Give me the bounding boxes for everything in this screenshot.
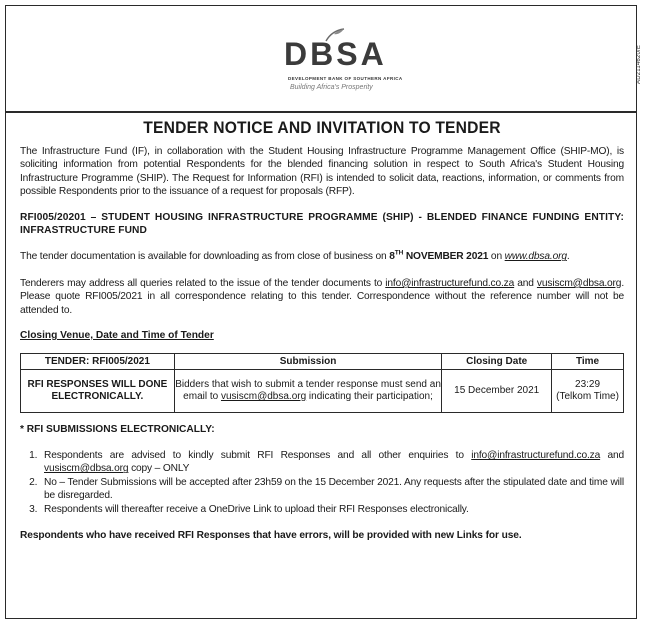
logo-wordmark: DBSA xyxy=(284,36,387,72)
dbsa-website-link[interactable]: www.dbsa.org xyxy=(504,251,567,263)
availability-text: The tender documentation is available for downloading as from close of business on xyxy=(20,251,390,263)
queries-paragraph: Tenderers may address all queries related to the issue of the tender documents to info@infrastructurefund.co.za and vusiscm@dbsa.org. Please quote RFI005/2021 in all correspondence relating to this tender. Correspondence without the reference number will not be attended to. xyxy=(20,277,624,316)
table-row xyxy=(21,370,624,413)
header-tender: TENDER: RFI005/2021 xyxy=(21,354,175,370)
list-email-link-1[interactable]: info@infrastructurefund.co.za xyxy=(471,450,601,462)
header-time: Time xyxy=(552,354,624,370)
header-submission: Submission xyxy=(174,354,441,370)
ad-reference-code: AD2114620/E xyxy=(636,44,642,84)
electronic-submissions-heading: * RFI SUBMISSIONS ELECTRONICALLY: xyxy=(20,424,215,436)
page-title: TENDER NOTICE AND INVITATION TO TENDER xyxy=(143,118,501,137)
submission-email-link[interactable]: vusiscm@dbsa.org xyxy=(220,391,307,403)
notice-content xyxy=(20,118,624,541)
closing-note: Respondents who have received RFI Responses that have errors, will be provided with new Links for use. xyxy=(20,530,522,542)
cell-closing-date: 15 December 2021 xyxy=(442,370,552,413)
tender-reference: RFI005/20201 – STUDENT HOUSING INFRASTRUCTURE PROGRAMME (SHIP) - BLENDED FINANCE FUNDING ENTITY: INFRASTRUCTURE FUND xyxy=(20,211,624,237)
dbsa-logo xyxy=(278,28,408,100)
intro-paragraph: The Infrastructure Fund (IF), in collaboration with the Student Housing Infrastructure Programme Management Office (SHIP-MO), is soliciting information from potential Respondents for the blended financing solution in respect to South Africa's Student Housing Infrastructure Programme (SHIP). The Request for Information (RFI) is intended to solicit data, reactions, information, or comments from possible Respondents prior to the issuance of a request for proposals (RFP). xyxy=(20,146,624,198)
tender-table xyxy=(20,353,624,413)
cell-tender: RFI RESPONSES WILL DONE ELECTRONICALLY. xyxy=(21,370,175,413)
header-divider xyxy=(6,111,636,113)
infrastructure-fund-email-link[interactable]: info@infrastructurefund.co.za xyxy=(385,277,515,289)
cell-time: 23:29 (Telkom Time) xyxy=(552,370,624,413)
cell-submission: Bidders that wish to submit a tender response must send an email to vusiscm@dbsa.org indicating their participation; xyxy=(174,370,441,413)
availability-date: 8TH NOVEMBER 2021 xyxy=(389,250,489,263)
logo-subline: DEVELOPMENT BANK OF SOUTHERN AFRICA xyxy=(288,76,403,81)
header-closing-date: Closing Date xyxy=(442,354,552,370)
list-email-link-2[interactable]: vusiscm@dbsa.org xyxy=(44,463,129,475)
submission-instructions-list xyxy=(20,449,624,516)
table-header-row xyxy=(21,354,624,370)
list-item: 1. Respondents are advised to kindly submit RFI Responses and all other enquiries to info@infrastructurefund.co.za and vusiscm@dbsa.org copy – ONLY xyxy=(40,449,624,476)
list-item: 2. No – Tender Submissions will be accepted after 23h59 on the 15 December 2021. Any requests after the stipulated date and time will be disregarded. xyxy=(40,476,624,503)
list-item: 3. Respondents will thereafter receive a OneDrive Link to upload their RFI Responses electronically. xyxy=(40,503,624,516)
availability-paragraph: The tender documentation is available for downloading as from close of business on 8TH NOVEMBER 2021 on www.dbsa.org. xyxy=(20,250,570,263)
closing-venue-heading: Closing Venue, Date and Time of Tender xyxy=(20,330,214,342)
vusiscm-email-link[interactable]: vusiscm@dbsa.org xyxy=(536,277,622,289)
logo-tagline: Building Africa's Prosperity xyxy=(290,84,373,91)
header xyxy=(6,6,636,110)
